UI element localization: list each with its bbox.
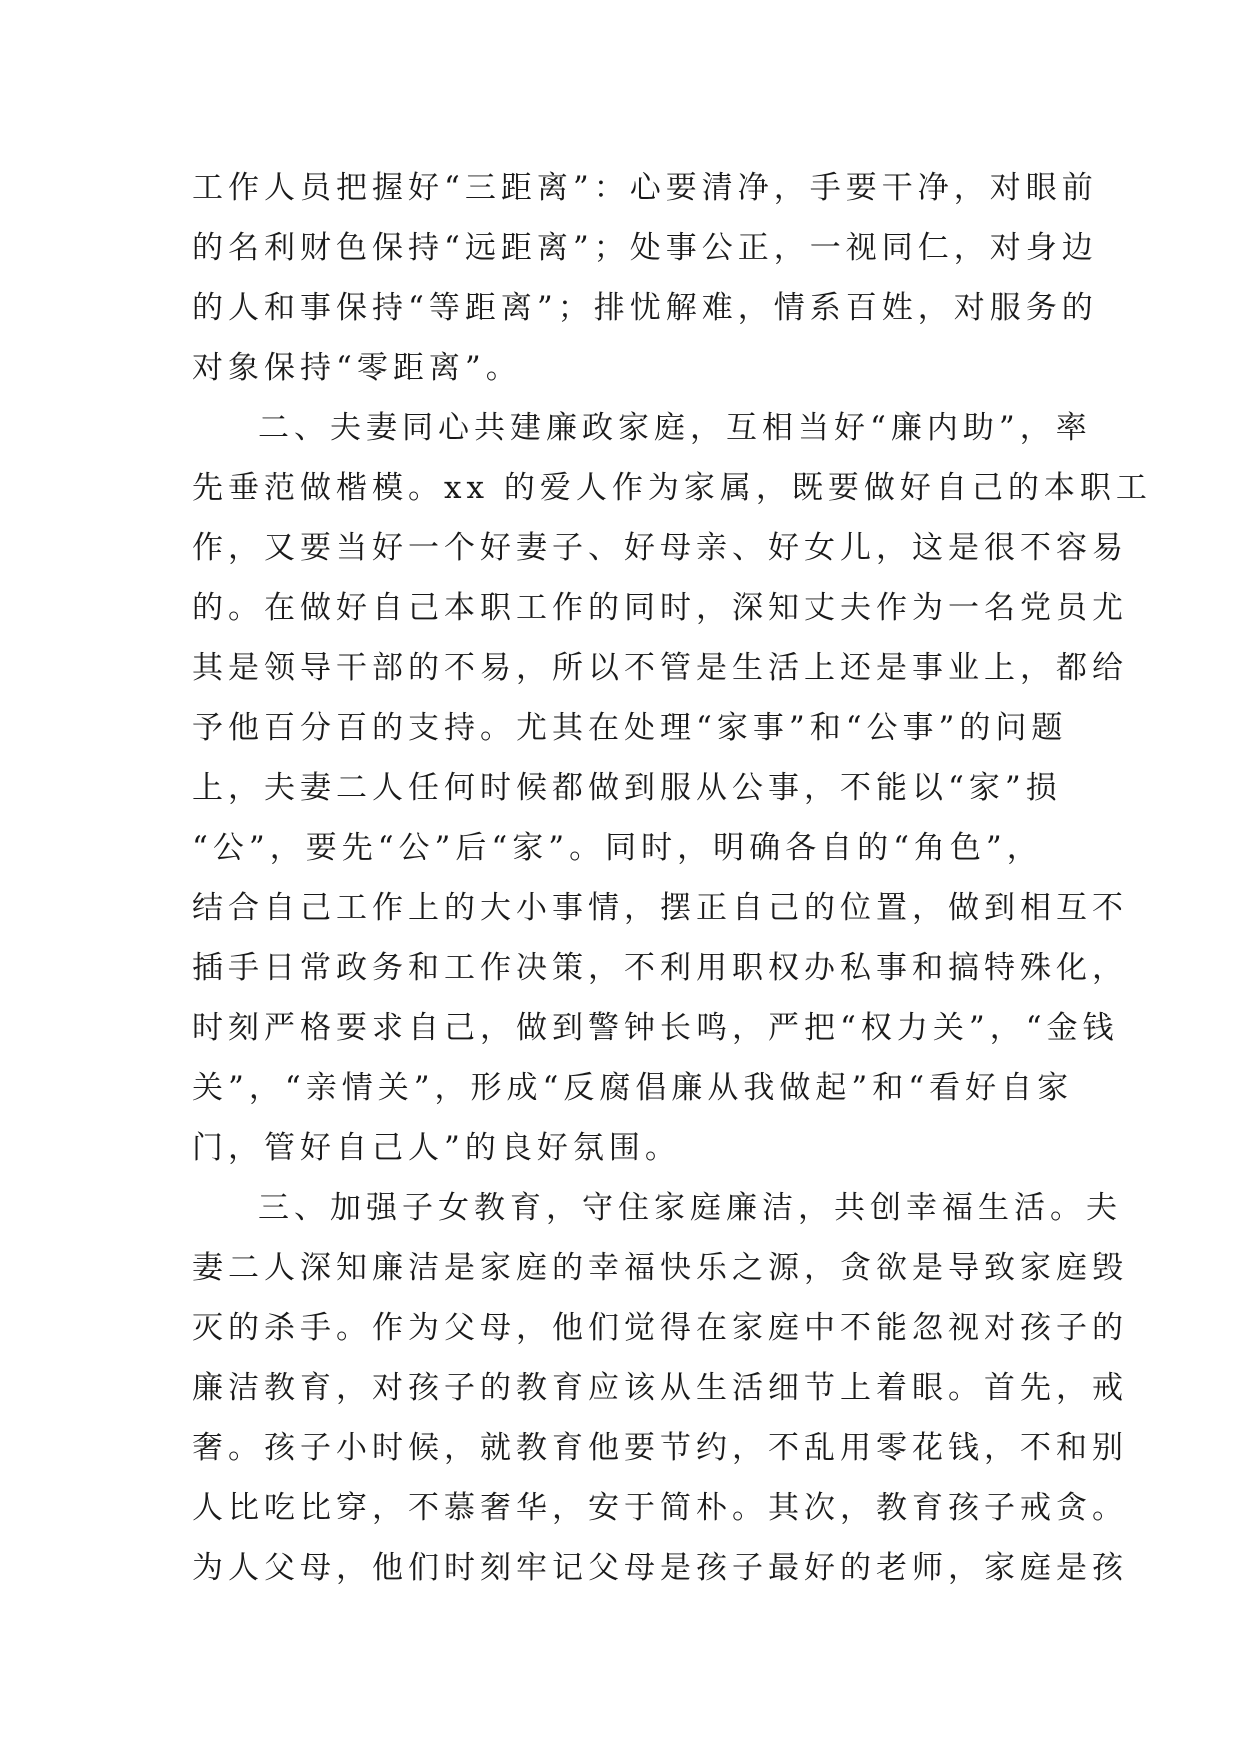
text-line: 人比吃比穿，不慕奢华，安于简朴。其次，教育孩子戒贪。 xyxy=(192,1490,1128,1526)
text-line: 廉洁教育，对孩子的教育应该从生活细节上着眼。首先，戒 xyxy=(192,1370,1128,1406)
text-line: 对象保持“零距离”。 xyxy=(192,350,522,386)
document-body xyxy=(192,158,1152,1598)
text-line: 的名利财色保持“远距离”；处事公正，一视同仁，对身边 xyxy=(192,230,1098,266)
text-line: 关”，“亲情关”，形成“反腐倡廉从我做起”和“看好自家 xyxy=(192,1070,1074,1106)
text-line: 上，夫妻二人任何时候都做到服从公事，不能以“家”损 xyxy=(192,770,1062,806)
text-line: 门，管好自己人”的良好氛围。 xyxy=(192,1130,681,1166)
paragraph-section-three xyxy=(192,1178,1128,1598)
text-line: 作，又要当好一个好妻子、好母亲、好女儿，这是很不容易 xyxy=(192,530,1128,566)
text-line: 妻二人深知廉洁是家庭的幸福快乐之源，贪欲是导致家庭毁 xyxy=(192,1250,1128,1286)
paragraph-continuation xyxy=(192,158,1098,398)
text-line: 予他百分百的支持。尤其在处理“家事”和“公事”的问题 xyxy=(192,710,1068,746)
text-line: 灭的杀手。作为父母，他们觉得在家庭中不能忽视对孩子的 xyxy=(192,1310,1128,1346)
text-line: 奢。孩子小时候，就教育他要节约，不乱用零花钱，不和别 xyxy=(192,1430,1128,1466)
paragraph-section-two xyxy=(192,398,1152,1178)
text-line: 的人和事保持“等距离”；排忧解难，情系百姓，对服务的 xyxy=(192,290,1098,326)
text-line: 插手日常政务和工作决策，不利用职权办私事和搞特殊化， xyxy=(192,950,1128,986)
text-line: 三、加强子女教育，守住家庭廉洁，共创幸福生活。夫 xyxy=(258,1190,1122,1226)
text-line: 工作人员把握好“三距离”：心要清净，手要干净，对眼前 xyxy=(192,170,1098,206)
text-line: 二、夫妻同心共建廉政家庭，互相当好“廉内助”，率 xyxy=(258,410,1092,446)
text-line: “公”，要先“公”后“家”。同时，明确各自的“角色”， xyxy=(192,830,1043,866)
text-line: 先垂范做楷模。xx 的爱人作为家属，既要做好自己的本职工 xyxy=(192,470,1152,506)
text-line: 为人父母，他们时刻牢记父母是孩子最好的老师，家庭是孩 xyxy=(192,1550,1128,1586)
text-line: 时刻严格要求自己，做到警钟长鸣，严把“权力关”，“金钱 xyxy=(192,1010,1119,1046)
text-line: 其是领导干部的不易，所以不管是生活上还是事业上，都给 xyxy=(192,650,1128,686)
text-line: 结合自己工作上的大小事情，摆正自己的位置，做到相互不 xyxy=(192,890,1128,926)
text-line: 的。在做好自己本职工作的同时，深知丈夫作为一名党员尤 xyxy=(192,590,1128,626)
